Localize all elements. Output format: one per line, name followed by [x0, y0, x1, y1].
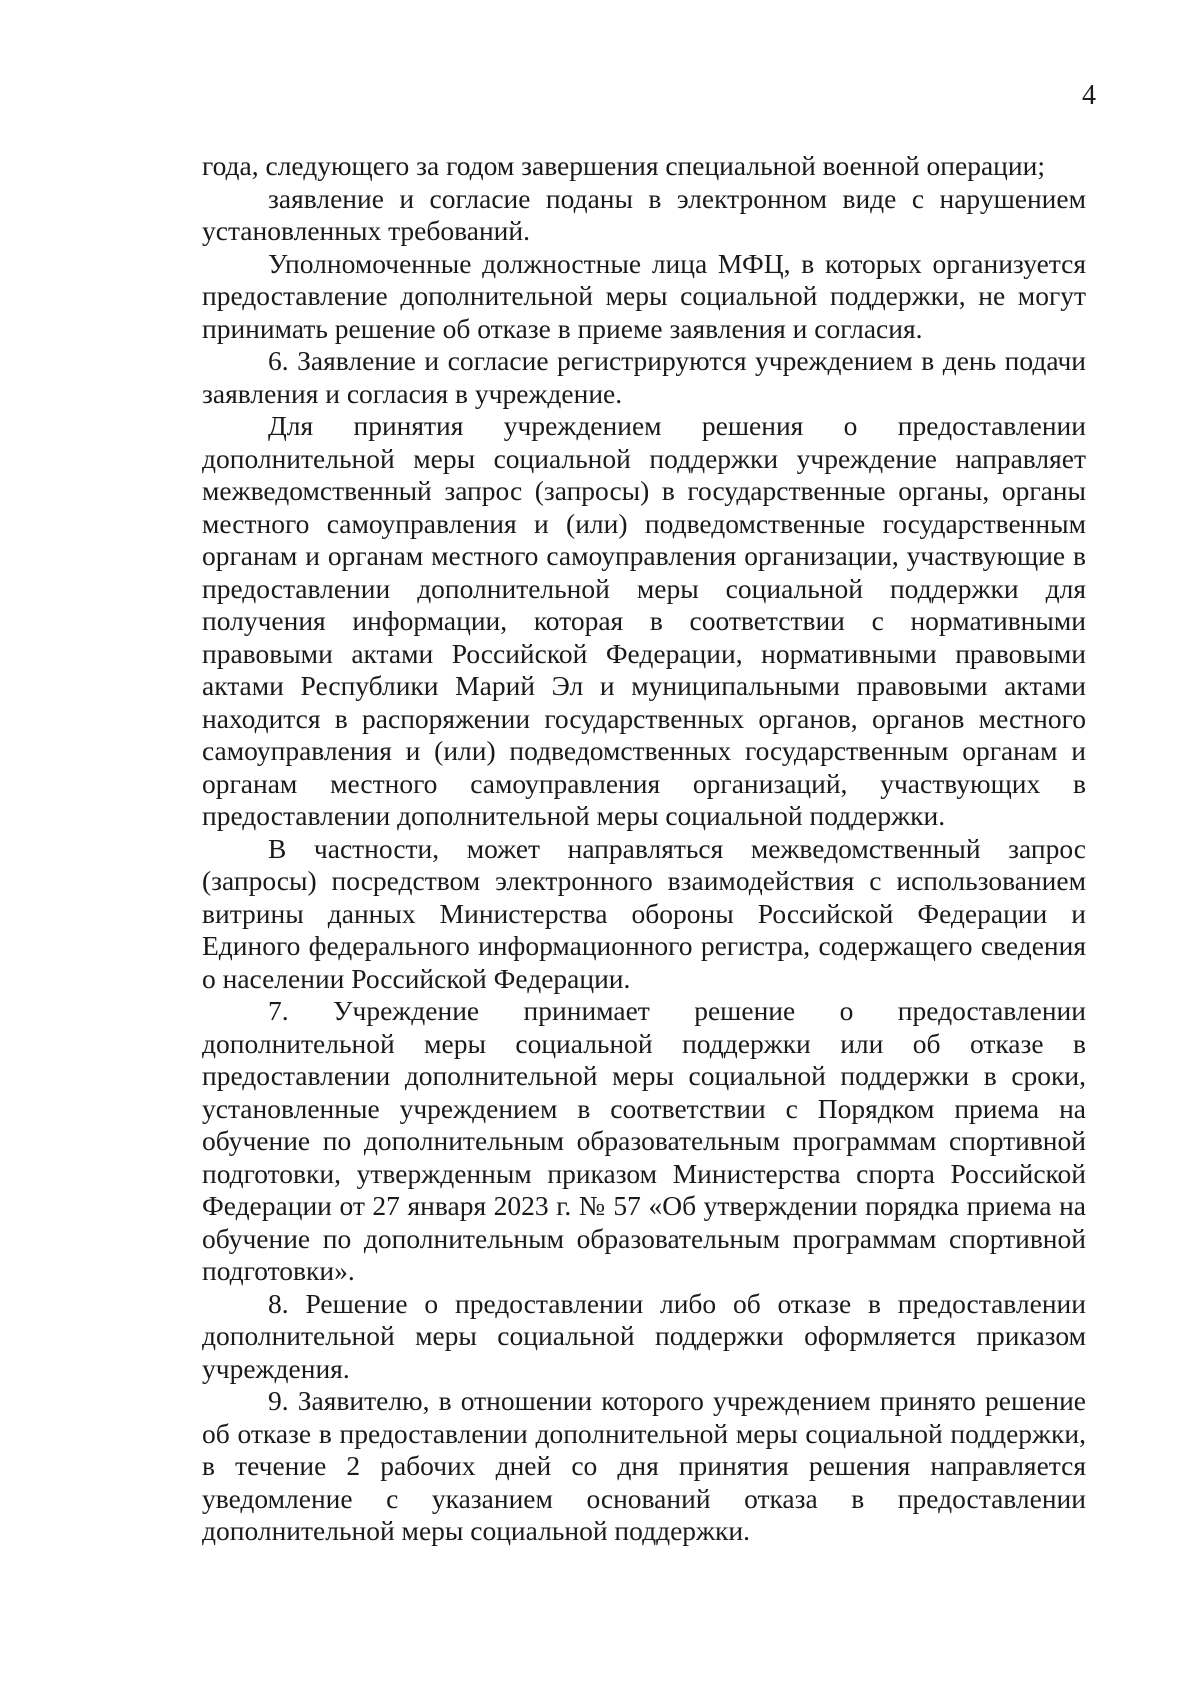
paragraph: года, следующего за годом завершения специальной военной операции; [202, 150, 1045, 181]
paragraph: заявление и согласие поданы в электронном виде с нарушением установленных требований. [202, 182, 1086, 246]
paragraph: Уполномоченные должностные лица МФЦ, в которых организуется предоставление дополнительной меры социальной поддержки, не могут принимать решение об отказе в приеме заявления и согласия. [202, 247, 1086, 344]
paragraph: 9. Заявителю, в отношении которого учреждением принято решение об отказе в предоставлении дополнительной меры социальной поддержки, в течение 2 рабочих дней со дня принятия решения направляется уведомление с указанием оснований отказа в предоставлении дополнительной меры социальной поддержки. [202, 1385, 1086, 1546]
document-body [202, 150, 1086, 1548]
paragraph: 6. Заявление и согласие регистрируются учреждением в день подачи заявления и согласия в учреждение. [202, 345, 1086, 409]
paragraph: Для принятия учреждением решения о предоставлении дополнительной меры социальной поддержки учреждение направляет межведомственный запрос (запросы) в государственные органы, органы местного самоуправления и (или) подведомственные государственным органам и органам местного самоуправления организации, участвующие в предоставлении дополнительной меры социальной поддержки для получения информации, которая в соответствии с нормативными правовыми актами Российской Федерации, нормативными правовыми актами Республики Марий Эл и муниципальными правовыми актами находится в распоряжении государственных органов, органов местного самоуправления и (или) подведомственных государственным органам и органам местного самоуправления организаций, участвующих в предоставлении дополнительной меры социальной поддержки. [202, 410, 1086, 831]
paragraph: В частности, может направляться межведомственный запрос (запросы) посредством электронного взаимодействия с использованием витрины данных Министерства обороны Российской Федерации и Единого федерального информационного регистра, содержащего сведения о населении Российской Федерации. [202, 832, 1086, 994]
page-number: 4 [1082, 80, 1096, 111]
paragraph: 8. Решение о предоставлении либо об отказе в предоставлении дополнительной меры социальной поддержки оформляется приказом учреждения. [202, 1287, 1086, 1384]
paragraph: 7. Учреждение принимает решение о предоставлении дополнительной меры социальной поддержки или об отказе в предоставлении дополнительной меры социальной поддержки в сроки, установленные учреждением в соответствии с Порядком приема на обучение по дополнительным образовательным программам спортивной подготовки, утвержденным приказом Министерства спорта Российской Федерации от 27 января 2023 г. № 57 «Об утверждении порядка приема на обучение по дополнительным образовательным программам спортивной подготовки». [202, 995, 1086, 1286]
